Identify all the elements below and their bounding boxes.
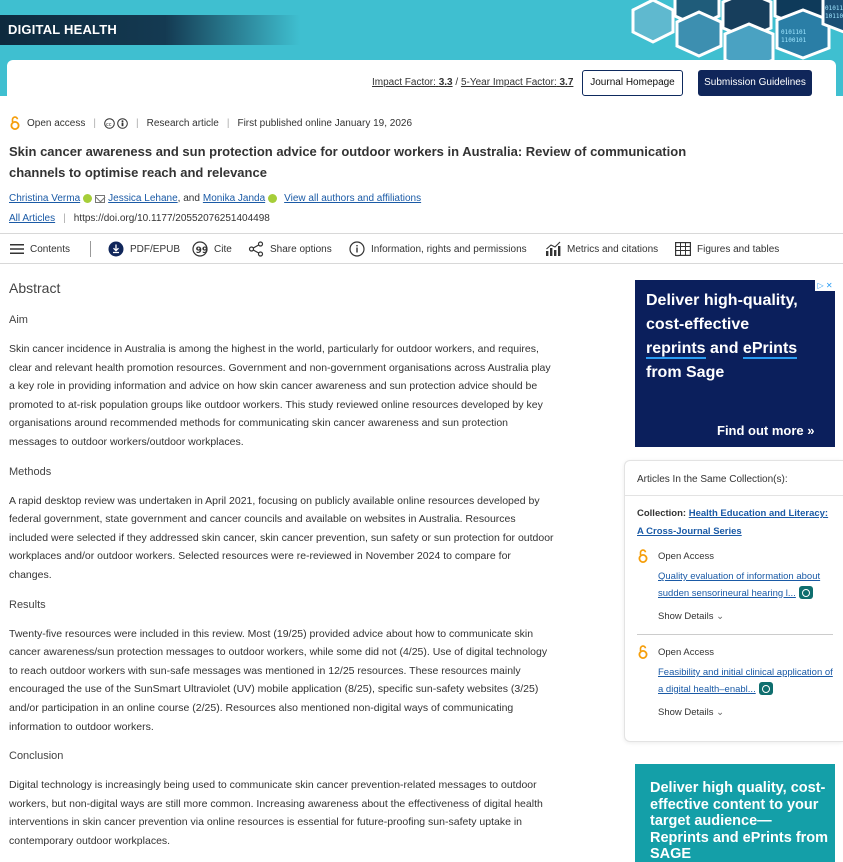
share-options-button[interactable]: Share options [248,240,332,258]
journal-header-card [7,60,836,106]
abstract-heading: Abstract [9,280,61,296]
email-icon[interactable] [95,195,105,203]
collection-heading: Articles In the Same Collection(s): [637,474,788,485]
article-meta: Open access | cc | Research article | First published online January 19, 2026 [9,116,412,130]
svg-text:10110: 10110 [825,13,843,20]
publish-date: First published online January 19, 2026 [237,117,413,129]
sage-reprints-ad[interactable]: Deliver high quality, cost-effective content to your target audience—Reprints and ePrints from SAGE [635,764,835,862]
open-access-icon [637,549,649,563]
view-all-authors-link[interactable]: View all authors and affiliations [284,193,422,204]
share-icon [248,241,264,257]
svg-text:0101101: 0101101 [781,29,807,36]
section-heading: Aim [9,314,28,326]
svg-text:01011: 01011 [825,5,843,12]
section-heading: Conclusion [9,750,64,763]
article-preview-icon[interactable] [759,682,773,695]
doi-row: All Articles | https://doi.org/10.1177/20552076251404498 [9,213,270,224]
impact-factor[interactable]: Impact Factor: 3.3 / 5-Year Impact Factor: 3.7 [372,77,574,88]
svg-text:1100101: 1100101 [781,37,807,44]
abstract-section [9,280,554,862]
pdf-epub-button[interactable]: PDF/EPUB [108,240,180,258]
same-collection-panel [624,460,843,742]
doi-link[interactable]: https://doi.org/10.1177/20552076251404498 [73,213,270,224]
author-list: Christina Verma Jessica Lehane , and Monika Janda View all authors and affiliations [9,193,422,204]
collection-link[interactable]: Health Education and Literacy: A Cross-Journal Series [637,508,829,537]
contents-button[interactable]: Contents [10,240,70,258]
section-heading: Results [9,598,46,611]
author-link[interactable]: Jessica Lehane [108,193,178,204]
info-icon [349,241,365,257]
section-paragraph: A rapid desktop review was undertaken in April 2021, focusing on publicly available online resources developed by federal government, state government and cancer councils and available on websites in Australia. Resources included were selected if they addressed skin cancer, skin cancer prevention, sun safety or sun protection for outdoor workplaces and/or outdoor workers. Selected resources were re-reviewed in November 2024 to compare for changes. [9,494,554,581]
open-access-icon [9,116,21,130]
related-article-link[interactable]: Quality evaluation of information about sudden sensorineural hearing l... [658,571,821,599]
open-access-icon [637,645,649,659]
journal-homepage-button[interactable]: Journal Homepage [582,70,683,96]
find-out-more-link[interactable]: Find out more » [717,423,815,438]
ad-choices-icon[interactable]: ▷ ✕ [815,280,835,291]
submission-guidelines-button[interactable]: Submission Guidelines [698,70,812,96]
related-article-link[interactable]: Feasibility and initial clinical application of a digital health–enabl... [658,667,833,695]
figures-tables-button[interactable]: Figures and tables [675,240,779,258]
banner-hexagon-graphic [613,0,843,60]
section-paragraph: Skin cancer incidence in Australia is among the highest in the world, particularly for outdoor workers, and requires, clear and relevant health promotion resources. Government and non-government organisations across Australia play a key role in providing information and advice on how skin cancer awareness and sun protection advice should be promoted to at-risk population groups like outdoor workers. This study reviewed online resources developed by key organisations around recommended methods for communicating skin cancer awareness and sun protection messages to outdoor workers/outdoor workplaces. [9,343,551,448]
download-icon [108,241,124,257]
table-icon [675,242,691,256]
article-preview-icon[interactable] [799,586,813,599]
section-paragraph: Digital technology is increasingly being used to communicate skin cancer prevention-related messages to outdoor workers, but non-digital ways are still more common. Increasing awareness about the effectiveness of digital health interventions in skin cancer prevention via online resources is essential for future-proofing sun-safety uptake in contemporary outdoor workplaces. [9,779,543,847]
svg-text:cc: cc [105,121,112,128]
related-article: Open Access Feasibility and initial clinical application of a digital health–enabl... Show Details ⌄ [637,645,837,718]
section-heading: Methods [9,465,52,478]
information-rights-button[interactable]: Information, rights and permissions [349,240,527,258]
orcid-icon[interactable] [268,194,277,203]
cite-button[interactable]: 99 Cite [192,240,232,258]
article-title: Skin cancer awareness and sun protection advice for outdoor workers in Australia: Review of communication channels to optimise reach and relevance [9,144,687,180]
collection-name: Collection: Health Education and Literacy: A Cross-Journal Series [637,508,829,537]
open-access-label: Open access [27,117,86,129]
bar-chart-icon [545,241,561,257]
related-article: Open Access Quality evaluation of information about sudden sensorineural hearing l... Show Details ⌄ [637,549,837,622]
creative-commons-icon [104,118,128,129]
reprints-ad[interactable]: ▷ ✕ Deliver high-quality, cost-effective reprints and ePrints from Sage Find out more » [635,280,835,447]
metrics-citations-button[interactable]: Metrics and citations [545,240,658,258]
section-paragraph: Twenty-five resources were included in this review. Most (19/25) provided advice about how to communicate skin cancer awareness/sun protection messages to outdoor workers, while some did not (4/25). Use of digital technology to reach outdoor workers with sun-safe messages was mentioned in 12/25 resources. These resources mainly encouraged the use of the SunSmart Ultraviolet (UV) mobile application (8/25), specific sun-safety websites (3/25) and/or participation in an online course (2/25). Resources also mentioned non-digital ways of communicating information to outdoor workers. [9,627,548,733]
journal-name[interactable]: DIGITAL HEALTH [0,15,300,45]
article-type: Research article [146,117,219,129]
show-details-toggle[interactable]: Show Details ⌄ [658,707,725,718]
svg-text:99: 99 [195,246,208,256]
menu-icon [10,243,24,255]
quote-icon [192,241,208,257]
chevron-down-icon: ⌄ [716,611,725,622]
author-link[interactable]: Christina Verma [9,193,81,204]
orcid-icon[interactable] [83,194,92,203]
chevron-down-icon: ⌄ [716,707,725,718]
author-link[interactable]: Monika Janda [202,193,266,204]
all-articles-link[interactable]: All Articles [9,213,56,224]
article-toolbar [0,233,843,264]
show-details-toggle[interactable]: Show Details ⌄ [658,611,725,622]
